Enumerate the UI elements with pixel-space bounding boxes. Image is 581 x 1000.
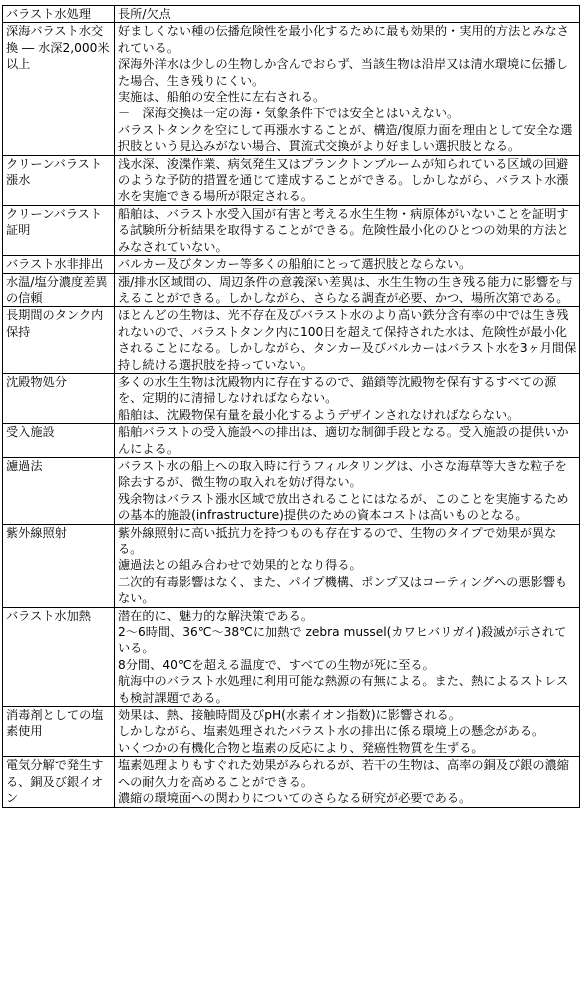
table-body	[3, 23, 580, 807]
description-line: － 深海交換は一定の海・気象条件下では安全とはいえない。	[118, 106, 460, 121]
description-line: 8分間、40℃を超える温度で、すべての生物が死に至る。	[118, 657, 435, 672]
treatment-method-cell: バラスト水加熱	[3, 607, 115, 706]
table-row	[3, 23, 580, 155]
treatment-method-cell: 消毒剤としての塩素使用	[3, 707, 115, 757]
description-line: バルカー及びタンカー等多くの船舶にとって選択肢とならない。	[118, 257, 472, 272]
description-line: 深海外洋水は少しの生物しか含んでおらず、当該生物は沿岸又は清水環境に伝播した場合、生き残りにくい。	[118, 57, 568, 88]
merits-demerits-cell	[115, 155, 580, 205]
merits-demerits-cell	[115, 424, 580, 458]
treatment-method-cell: 濾過法	[3, 457, 115, 524]
description-line: 紫外線照射に高い抵抗力を持つものも存在するので、生物のタイプで効果が異なる。	[118, 525, 557, 556]
treatment-method-cell: 水温/塩分濃度差異の信頼	[3, 273, 115, 307]
header-merits-demerits: 長所/欠点	[115, 6, 580, 23]
treatment-method-cell: 紫外線照射	[3, 524, 115, 607]
table-row	[3, 607, 580, 706]
description-line: 濾過法との組み合わせで効果的となり得る。	[118, 558, 362, 573]
description-line: 航海中のバラスト水処理に利用可能な熱源の有無による。また、熱によるストレスも検討課題である。	[118, 674, 569, 705]
description-line: 2～6時間、36℃～38℃に加熱で zebra mussel(カワヒバリガイ)殺滅が示されている。	[118, 625, 567, 656]
description-line: 効果は、熱、接触時間及びpH(水素イオン指数)に影響される。	[118, 708, 461, 723]
table-row	[3, 205, 580, 255]
treatment-method-cell: バラスト水非排出	[3, 256, 115, 273]
table-row	[3, 457, 580, 524]
table-header-row	[3, 6, 580, 23]
description-line: いくつかの有機化合物と塩素の反応により、発癌性物質を生ずる。	[118, 740, 484, 755]
merits-demerits-cell	[115, 457, 580, 524]
merits-demerits-cell	[115, 256, 580, 273]
table-row	[3, 273, 580, 307]
merits-demerits-cell	[115, 273, 580, 307]
treatment-method-cell: 受入施設	[3, 424, 115, 458]
description-line: 潜在的に、魅力的な解決策である。	[118, 608, 313, 623]
treatment-method-cell: クリーンバラスト証明	[3, 205, 115, 255]
treatment-method-cell: クリーンバラスト漲水	[3, 155, 115, 205]
merits-demerits-cell	[115, 307, 580, 374]
description-line: 船舶バラストの受入施設への排出は、適切な制御手段となる。受入施設の提供いかんによる。	[118, 425, 569, 456]
table-row	[3, 256, 580, 273]
description-line: 好ましくない種の伝播危険性を最小化するために最も効果的・実用的方法とみなされている。	[118, 24, 569, 55]
merits-demerits-cell	[115, 373, 580, 423]
merits-demerits-cell	[115, 524, 580, 607]
description-line: 船舶は、沈殿物保有量を最小化するようデザインされなければならない。	[118, 407, 520, 422]
merits-demerits-cell	[115, 707, 580, 757]
treatment-method-cell: 電気分解で発生する、銅及び銀イオン	[3, 757, 115, 807]
table-row	[3, 307, 580, 374]
description-line: バラストタンクを空にして再漲水することが、構造/復原力面を理由として安全な選択肢という見込みがない場合、貫流式交換がより好ましい選択肢となる。	[118, 122, 573, 154]
header-treatment-method: バラスト水処理	[3, 6, 115, 23]
description-line: 実施は、船舶の安全性に左右される。	[118, 90, 326, 105]
description-line: 浅水深、浚渫作業、病気発生又はプランクトンブルームが知られている区域の回避のような予防的措置を通じて達成することができる。しかしながら、バラスト水漲水を実施できる場所が限定される。	[118, 156, 569, 204]
description-line: 濃縮の環境面への関わりについてのさらなる研究が必要である。	[118, 791, 472, 806]
merits-demerits-cell	[115, 757, 580, 807]
treatment-method-cell: 深海バラスト水交換 ― 水深2,000米以上	[3, 23, 115, 155]
description-line: 多くの水生生物は沈殿物内に存在するので、錨鎖等沈殿物を保有するすべての源を、定期的に清掃しなければならない。	[118, 374, 557, 406]
table-row	[3, 155, 580, 205]
description-line: 漲/排水区域間の、周辺条件の意義深い差異は、水生生物の生き残る能力に影響を与えることができる。しかしながら、さらなる調査が必要、かつ、場所次第である。	[118, 274, 573, 305]
description-line: バラスト水の船上への取入時に行うフィルタリングは、小さな海草等大きな粒子を除去するが、微生物の取入れを妨げ得ない。	[118, 458, 567, 490]
table-row	[3, 424, 580, 458]
description-line: 二次的有毒影響はなく、また、パイプ機構、ポンプ又はコーティングへの悪影響もない。	[118, 574, 568, 606]
description-line: 残余物はバラスト漲水区域で放出されることにはなるが、このことを実施するための基本的施設(infrastructure)提供のための資本コストは高いものとなる。	[118, 491, 569, 523]
merits-demerits-cell	[115, 205, 580, 255]
ballast-water-treatment-table	[2, 5, 580, 808]
table-row	[3, 707, 580, 757]
description-line: 船舶は、バラスト水受入国が有害と考える水生生物・病原体がいないことを証明する試験所分析結果を取得することができる。危険性最小化のひとつの効果的方法とみなされていない。	[118, 206, 569, 254]
merits-demerits-cell	[115, 23, 580, 155]
description-line: しかしながら、塩素処理されたバラスト水の排出に係る環境上の懸念がある。	[118, 724, 545, 739]
description-line: ほとんどの生物は、光不存在及びバラスト水のより高い鉄分含有率の中では生き残れないので、バラストタンク内に100日を超えて保持された水は、危険性が最小化されることになる。しかしながら、タンカー及びバルカーはバラスト水を3ヶ月間保持し続ける選択肢を持っていない。	[118, 308, 577, 372]
treatment-method-cell: 長期間のタンク内保持	[3, 307, 115, 374]
treatment-method-cell: 沈殿物処分	[3, 373, 115, 423]
table-row	[3, 524, 580, 607]
table-row	[3, 757, 580, 807]
description-line: 塩素処理よりもすぐれた効果がみられるが、若干の生物は、高率の銅及び銀の濃縮への耐久力を高めることができる。	[118, 758, 569, 789]
table-row	[3, 373, 580, 423]
merits-demerits-cell	[115, 607, 580, 706]
